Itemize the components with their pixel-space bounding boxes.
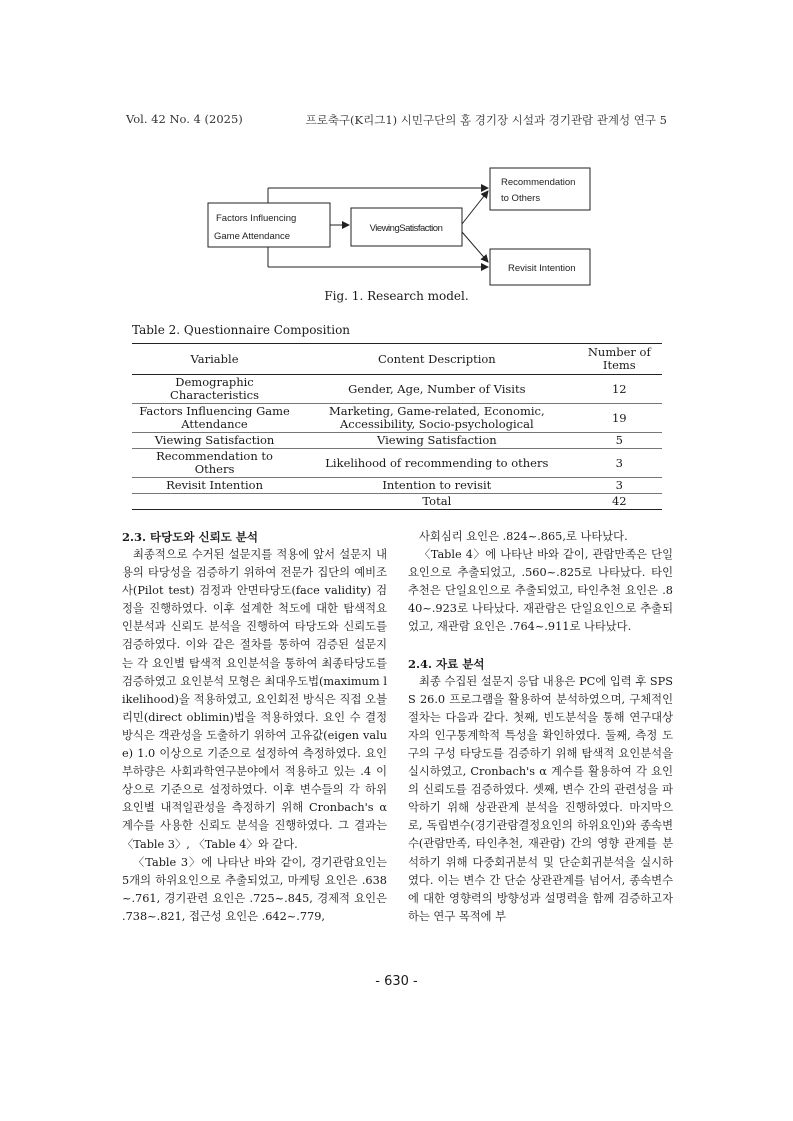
section-title-data-analysis: 2.4. 자료 분석 — [408, 656, 485, 671]
table-row — [132, 375, 662, 404]
research-model-diagram — [0, 0, 793, 300]
cell-variable: Factors Influencing Game Attendance — [139, 404, 290, 431]
running-header-volume: Vol. 42 No. 4 (2025) — [126, 112, 243, 126]
cell-items: 3 — [615, 478, 623, 492]
cell-items: 5 — [615, 433, 623, 447]
cell-variable: Recommendation to Others — [156, 449, 273, 476]
cell-variable: Revisit Intention — [166, 478, 263, 492]
header-content-description: Content Description — [377, 351, 496, 366]
cell-variable: Demographic Characteristics — [170, 375, 260, 402]
viewing-satisfaction-label: ViewingSatisfaction — [369, 223, 443, 234]
arrow-viewing-to-revisit — [462, 232, 488, 262]
left-text-column — [122, 528, 387, 926]
cell-content: Viewing Satisfaction — [377, 433, 497, 447]
revisit-intention-label: Revisit Intention — [508, 263, 576, 274]
questionnaire-table — [132, 343, 662, 510]
recommendation-label-line1: Recommendation — [501, 177, 576, 188]
table-total-row — [132, 494, 662, 510]
cell-content: Gender, Age, Number of Visits — [348, 381, 526, 396]
cell-total-label: Total — [422, 494, 452, 508]
header-variable: Variable — [190, 351, 239, 366]
page-number: - 630 - — [375, 974, 418, 989]
table-row — [132, 449, 662, 478]
cell-empty — [132, 494, 297, 510]
paragraph: 최종 수집된 설문지 응답 내용은 PC에 입력 후 SPSS 26.0 프로그램을 활용하여 분석하였으며, 구체적인 절차는 다음과 같다. 첫째, 빈도분석을 통해 연구대상자의 인구통계학적 특성을 확인하였다. 둘째, 측정 도구의 구성 타당도를 검증하기 위해 탐색적 요인분석을 실시하였고, Cronbach's α 계수를 활용하여 각 요인의 신뢰도를 검증하였다. 셋째, 변수 간의 관련성을 파악하기 위해 상관관계 분석을 진행하였다. 마지막으로, 독립변수(경기관람결정요인의 하위요인)와 종속변수(관람만족, 타인추천, 재관람) 간의 영향 관계를 분석하기 위해 다중회귀분석 및 단순회귀분석을 실시하였다. 이는 변수 간 단순 상관관계를 넘어서, 종속변수에 대한 영향력의 방향성과 설명력을 함께 검증하고자 하는 연구 목적에 부 — [408, 674, 673, 923]
table-title: Table 2. Questionnaire Composition — [132, 323, 351, 337]
factors-label-line1: Factors Influencing — [216, 213, 297, 224]
figure-caption: Fig. 1. Research model. — [324, 289, 469, 303]
cell-total-value: 42 — [611, 494, 627, 508]
header-number-of-items: Number of Items — [587, 345, 651, 372]
cell-items: 19 — [611, 410, 627, 425]
cell-items: 12 — [611, 381, 627, 396]
recommendation-label-line2: to Others — [501, 193, 541, 204]
right-text-column — [408, 528, 673, 926]
cell-content: Marketing, Game-related, Economic, Accessibility, Socio-psychological — [329, 404, 545, 431]
paragraph: 사회심리 요인은 .824~.865,로 나타났다. — [419, 530, 628, 543]
cell-content: Likelihood of recommending to others — [325, 455, 549, 470]
table-row — [132, 433, 662, 449]
cell-items: 3 — [615, 455, 623, 470]
table-row — [132, 478, 662, 494]
cell-content: Intention to revisit — [382, 478, 492, 492]
paragraph: 〈Table 4〉에 나타난 바와 같이, 관람만족은 단일요인으로 추출되었고, .560~.825로 나타났다. 타인추천은 단일요인으로 추출되었고, 타인추천 요인은 .840~.923로 나타났다. 재관람은 단일요인으로 추출되었고, 재관람 요인은 .764~.911로 나타났다. — [408, 548, 673, 634]
running-header-title: 프로축구(K리그1) 시민구단의 홈 경기장 시설과 경기관람 관계성 연구 5 — [305, 113, 667, 127]
table-row — [132, 404, 662, 433]
arrow-viewing-to-recommendation — [462, 191, 488, 224]
paragraph: 〈Table 3〉에 나타난 바와 같이, 경기관람요인는 5개의 하위요인으로 추출되었고, 마케팅 요인은 .638~.761, 경기관련 요인은 .725~.845, 경제적 요인은 .738~.821, 접근성 요인은 .642~.779, — [122, 855, 387, 923]
paragraph: 최종적으로 수거된 설문지를 적용에 앞서 설문지 내용의 타당성을 검증하기 위하여 전문가 집단의 예비조사(Pilot test) 검정과 안면타당도(face validity) 검정을 진행하였다. 이후 설계한 척도에 대한 탐색적요인분석과 신뢰도 분석을 진행하여 타당도와 신뢰도를 검증하였다. 이와 같은 절차를 통하여 검증된 설문지는 각 요인별 탐색적 요인분석을 통하여 최종타당도를 검증하였고 요인분석 모형은 최대우도법(maximum likelihood)을 적용하였고, 요인회전 방식은 직접 오블리민(direct oblimin)법을 적용하였다. 요인 수 결정방식은 객관성을 도출하기 위하여 고유값(eigen value) 1.0 이상으로 기준으로 설정하여 측정하였다. 요인부하량은 사회과학연구분야에서 적용하고 있는 .4 이상으로 기준으로 설정하였다. 이후 변수들의 각 하위요인별 내적일관성을 측정하기 위해 Cronbach's α 계수를 사용한 신뢰도 분석을 진행하였다. 그 결과는 〈Table 3〉, 〈Table 4〉와 같다. — [122, 548, 387, 851]
section-title-validity-reliability: 2.3. 타당도와 신뢰도 분석 — [122, 530, 259, 544]
table-header-row — [132, 344, 662, 375]
cell-variable: Viewing Satisfaction — [154, 433, 275, 447]
factors-label-line2: Game Attendance — [214, 231, 291, 242]
